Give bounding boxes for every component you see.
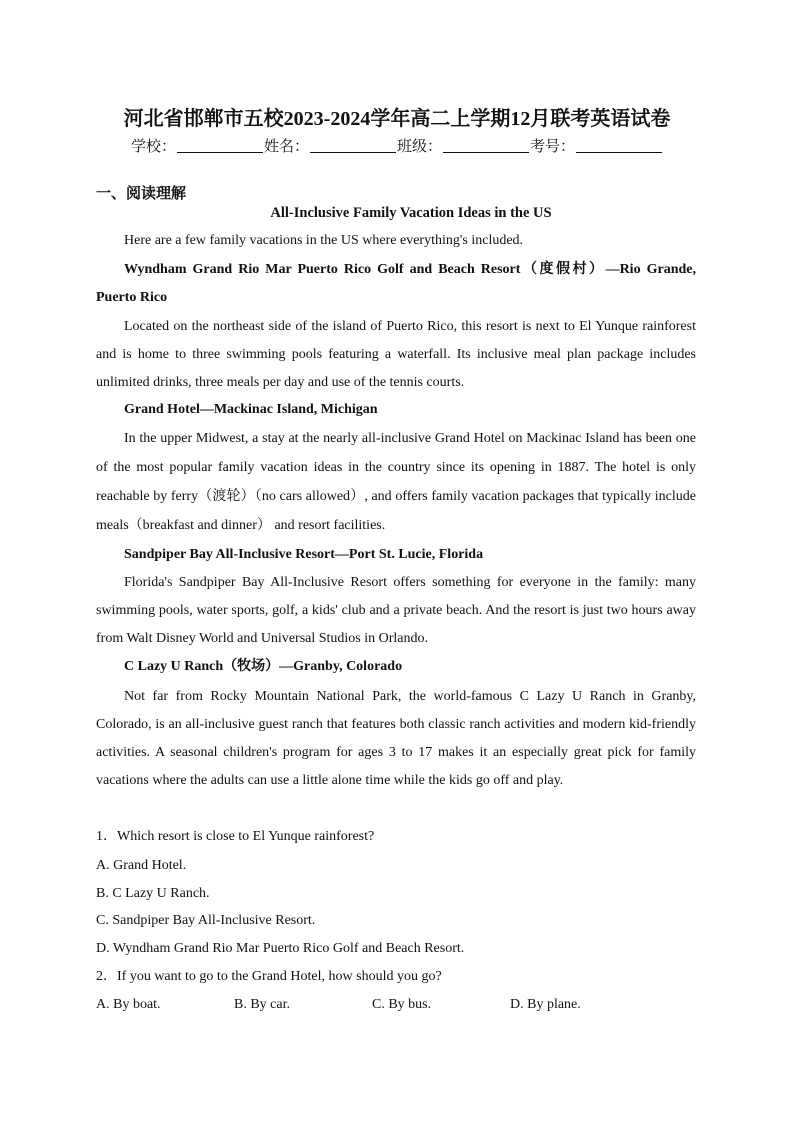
resort-heading-3: Sandpiper Bay All-Inclusive Resort—Port St. Lucie, Florida	[124, 547, 484, 562]
question-2-options	[96, 997, 696, 1013]
section-heading: 一、阅读理解	[96, 186, 187, 202]
resort-body-1: Located on the northeast side of the island of Puerto Rico, this resort is next to El Yunque rainforest and is home to three swimming pools featuring a waterfall. Its inclusive meal plan package includes unlimited drinks, three meals per day and use of the tennis courts.	[96, 319, 696, 390]
question-2-option-a[interactable]: A. By boat.	[96, 997, 161, 1012]
class-blank[interactable]	[443, 138, 529, 153]
question-2-option-b[interactable]: B. By car.	[234, 997, 290, 1012]
question-2-stem: 2．If you want to go to the Grand Hotel, how should you go?	[96, 969, 442, 984]
article-title: All-Inclusive Family Vacation Ideas in the US	[270, 205, 552, 221]
name-blank[interactable]	[310, 138, 396, 153]
question-1-option-c[interactable]: C. Sandpiper Bay All-Inclusive Resort.	[96, 913, 316, 928]
resort-body-3: Florida's Sandpiper Bay All-Inclusive Resort offers something for everyone in the family: many swimming pools, water sports, golf, a kids' club and a private beach. And the resort is just two hours away from Walt Disney World and Universal Studios in Orlando.	[96, 575, 696, 646]
student-info-line	[0, 135, 794, 156]
school-blank[interactable]	[177, 138, 263, 153]
question-1-option-d[interactable]: D. Wyndham Grand Rio Mar Puerto Rico Golf and Beach Resort.	[96, 941, 465, 956]
school-label: 学校：	[130, 139, 176, 155]
name-label: 姓名：	[263, 139, 309, 155]
article-intro: Here are a few family vacations in the US where everything's included.	[124, 233, 524, 248]
exam-title: 河北省邯郸市五校2023-2024学年高二上学期12月联考英语试卷	[123, 108, 671, 130]
resort-heading-2: Grand Hotel—Mackinac Island, Michigan	[124, 402, 378, 417]
question-2-option-d[interactable]: D. By plane.	[510, 997, 581, 1012]
class-label: 班级：	[397, 139, 443, 155]
question-1-option-a[interactable]: A. Grand Hotel.	[96, 858, 187, 873]
resort-heading-1: Wyndham Grand Rio Mar Puerto Rico Golf and Beach Resort（度假村）—Rio Grande, Puerto Rico	[96, 262, 696, 305]
number-label: 考号：	[530, 139, 576, 155]
resort-body-2: In the upper Midwest, a stay at the nearly all-inclusive Grand Hotel on Mackinac Island has been one of the most popular family vacation ideas in the country since its opening in 1887. The hotel is only reachable by ferry（渡轮）（no cars allowed）, and offers family vacation packages that typically include meals（breakfast and dinner） and resort facilities.	[96, 431, 696, 533]
resort-body-4: Not far from Rocky Mountain National Park, the world-famous C Lazy U Ranch in Granby, Colorado, is an all-inclusive guest ranch that features both classic ranch activities and modern kid-friendly activities. A seasonal children's program for ages 3 to 17 makes it an especially great pick for family vacations where the adults can use a little alone time while the kids go off and play.	[96, 689, 696, 788]
question-2-option-c[interactable]: C. By bus.	[372, 997, 432, 1012]
resort-heading-4: C Lazy U Ranch（牧场）—Granby, Colorado	[124, 659, 403, 674]
question-1-option-b[interactable]: B. C Lazy U Ranch.	[96, 886, 210, 901]
question-1-stem: 1．Which resort is close to El Yunque rainforest?	[96, 829, 375, 844]
number-blank[interactable]	[576, 138, 662, 153]
